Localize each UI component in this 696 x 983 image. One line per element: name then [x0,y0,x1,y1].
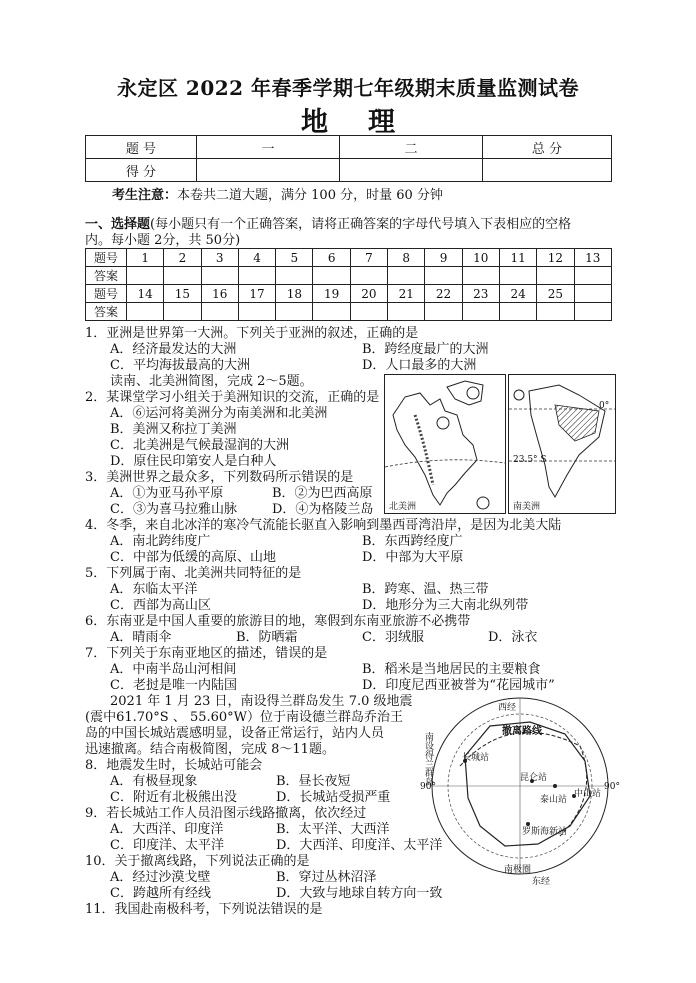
tropic-label: 23.5° S [513,455,547,465]
answer-empty-cell [574,285,611,303]
answer-cell[interactable] [127,267,164,285]
answer-cell[interactable] [238,303,275,321]
answer-row-label: 答案 [86,267,127,285]
option: D．中部为大平原 [362,550,464,565]
option: D．泳衣 [488,630,538,645]
option: C．老挝是唯一内陆国 [110,678,237,693]
answer-cell[interactable] [388,267,425,285]
answer-cell[interactable] [276,303,313,321]
option: D．④为格陵兰岛 [272,502,374,517]
exam-notice [112,184,443,203]
answer-row-label: 题号 [86,249,127,267]
answer-cell[interactable] [462,303,499,321]
question-4: 4．冬季，来自北冰洋的寒冷气流能长驱直入影响到墨西哥湾沿岸，是因为北美大陆 [85,518,562,533]
north-america-label: 北美洲 [389,502,417,512]
question-number: 7 [350,249,387,267]
question-11: 11．我国赴南极科考，下列说法错误的是 [85,902,323,917]
answer-cell[interactable] [127,303,164,321]
question-number: 17 [238,285,275,303]
option: A．大西洋、印度洋 [110,822,224,837]
intro-text: 读南、北美洲简图，完成 2～5题。 [110,374,313,389]
option: B．穿过丛林沼泽 [276,870,377,885]
score-cell[interactable] [483,159,612,182]
option: A．东临太平洋 [110,582,198,597]
section-text: (每小题只有一个正确答案，请将正确答案的字母代号填入下表相应的空格 [150,217,572,232]
changcheng-station-label: 长城站 [462,753,490,763]
kunlun-station-label: 昆仑站 [520,773,548,783]
intro-text: 2021 年 1 月 23 日，南设得兰群岛发生 7.0 级地震 [110,694,413,709]
answer-cell[interactable] [164,267,201,285]
subject-title: 地理 [301,107,435,138]
option: B．美洲又称拉丁美洲 [110,422,237,437]
question-number: 22 [425,285,462,303]
question-number: 14 [127,285,164,303]
east-longitude-label: 东经 [532,877,551,887]
intro-text: (震中61.70°S 、 55.60°W）位于南设德兰群岛乔治王 [85,710,404,725]
question-number: 15 [164,285,201,303]
option: A．⑥运河将美洲分为南美洲和北美洲 [110,406,328,421]
question-number: 8 [388,249,425,267]
question-number: 25 [537,285,574,303]
question-number: 24 [499,285,536,303]
answer-cell[interactable] [350,267,387,285]
answer-row-label: 答案 [86,303,127,321]
taishan-station-label: 泰山站 [540,795,568,805]
option: B．太平洋、大西洋 [276,822,390,837]
exam-title: 永定区 2022 年春季学期七年级期末质量监测试卷 [116,76,580,100]
option: C．附近有北极熊出没 [110,790,237,805]
north-america-map [384,374,506,514]
option: D．地形分为三大南北纵列带 [362,598,529,613]
answer-cell[interactable] [313,267,350,285]
option: A．经济最发达的大洲 [110,342,237,357]
answer-row-label: 题号 [86,285,127,303]
score-row-label: 得 分 [86,159,197,182]
answer-cell[interactable] [238,267,275,285]
option: B．昼长夜短 [276,774,351,789]
question-5: 5．下列属于南、北美洲共同特征的是 [85,566,302,581]
antarctica-map [420,686,620,886]
question-number: 16 [201,285,238,303]
antarctic-circle-label: 南极圈 [504,865,532,875]
option: D．大西洋、印度洋、太平洋 [276,838,443,853]
question-number: 9 [425,249,462,267]
answer-cell[interactable] [425,303,462,321]
question-number: 19 [313,285,350,303]
longitude-90-east: 90° [604,782,620,792]
option: C．西部为高山区 [110,598,211,613]
section1-heading [85,217,615,249]
option: B．稻米是当地居民的主要粮食 [362,662,541,677]
west-longitude-label: 西经 [498,703,517,713]
score-header-part1: 一 [197,136,340,159]
answer-cell[interactable] [276,267,313,285]
answer-cell[interactable] [313,303,350,321]
option: A．南北跨纬度广 [110,534,211,549]
question-number: 13 [574,249,611,267]
option: A．①为亚马孙平原 [110,486,224,501]
option: A．经过沙漠戈壁 [110,870,211,885]
option: D．人口最多的大洲 [362,358,477,373]
answer-cell[interactable] [499,303,536,321]
question-number: 23 [462,285,499,303]
answer-cell[interactable] [462,267,499,285]
question-2: 2．某课堂学习小组关于美洲知识的交流，正确的是 [85,390,380,405]
question-number: 6 [313,249,350,267]
option: D．印度尼西亚被誉为“花园城市” [362,678,555,693]
question-number: 5 [276,249,313,267]
option: A．有极昼现象 [110,774,198,789]
score-header-part2: 二 [340,136,483,159]
north-america-outline [385,375,505,513]
answer-cell[interactable] [499,267,536,285]
option: C．跨越所有经线 [110,886,211,901]
intro-text: 岛的中国长城站震感明显，设备正常运行，站内人员 [85,726,385,741]
answer-cell[interactable] [388,303,425,321]
ross-sea-station-label: 罗斯海新站 [522,827,568,837]
score-header-total: 总 分 [483,136,612,159]
option: D．大致与地球自转方向一致 [276,886,443,901]
question-9: 9．若长城站工作人员沿图示线路撤离，依次经过 [85,806,367,821]
zhongshan-station-label: 中山站 [574,789,602,799]
notice-text: 本卷共二道大题，满分 100 分，时量 60 分钟 [177,188,443,203]
option: A．中南半岛山河相间 [110,662,237,677]
option: C．羽绒服 [362,630,424,645]
answer-table [85,248,612,321]
question-1: 1．亚洲是世界第一大洲。下列关于亚洲的叙述，正确的是 [85,326,419,341]
question-6: 6．东南亚是中国人重要的旅游目的地，寒假到东南亚旅游不必携带 [85,614,471,629]
notice-label: 考生注意： [112,188,178,203]
answer-empty-cell [574,303,611,321]
answer-cell[interactable] [350,303,387,321]
option: C．印度洋、太平洋 [110,838,224,853]
option: C．平均海拔最高的大洲 [110,358,250,373]
score-cell[interactable] [340,159,483,182]
answer-cell[interactable] [574,267,611,285]
option: C．中部为低缓的高原、山地 [110,550,276,565]
option: D．长城站受损严重 [276,790,391,805]
question-number: 2 [164,249,201,267]
question-number: 1 [127,249,164,267]
question-number: 21 [388,285,425,303]
south-america-label: 南美洲 [513,502,541,512]
question-number: 12 [537,249,574,267]
option: C．北美洲是气候最湿润的大洲 [110,438,289,453]
answer-cell[interactable] [425,267,462,285]
question-number: 11 [499,249,536,267]
answer-cell[interactable] [201,267,238,285]
answer-cell[interactable] [537,303,574,321]
question-7: 7．下列关于东南亚地区的描述，错误的是 [85,646,328,661]
option: C．③为喜马拉雅山脉 [110,502,237,517]
question-number: 20 [350,285,387,303]
score-cell[interactable] [197,159,340,182]
question-number: 18 [276,285,313,303]
question-number: 3 [201,249,238,267]
option: A．晴雨伞 [110,630,172,645]
answer-cell[interactable] [537,267,574,285]
option: D．原住民印第安人是白种人 [110,454,277,469]
longitude-90-west: 90° [420,782,436,792]
answer-cell[interactable] [201,303,238,321]
question-3: 3．美洲世界之最众多，下列数码所示错误的是 [85,470,354,485]
answer-cell[interactable] [164,303,201,321]
shetland-islands-label: 南设得兰群岛 [423,732,433,786]
option: B．跨寒、温、热三带 [362,582,489,597]
score-table [85,135,612,182]
equator-label: 0° [599,401,610,411]
route-label: 撤离路线 [502,726,542,737]
south-america-outline [509,375,615,513]
south-america-map [508,374,616,514]
option: B．东西跨经度广 [362,534,463,549]
intro-text: 迅速撤离。结合南极简图，完成 8～11题。 [85,742,335,757]
question-10: 10．关于撤离线路，下列说法正确的是 [85,854,310,869]
section-label: 一、选择题 [85,217,151,232]
question-number: 10 [462,249,499,267]
section-text: 内。每小题 2分，共 50分) [85,233,241,248]
question-8: 8．地震发生时，长城站可能会 [85,758,263,773]
score-header-label: 题 号 [86,136,197,159]
question-number: 4 [238,249,275,267]
option: B．防晒霜 [236,630,298,645]
option: B．②为巴西高原 [272,486,373,501]
option: B．跨经度最广的大洲 [362,342,489,357]
